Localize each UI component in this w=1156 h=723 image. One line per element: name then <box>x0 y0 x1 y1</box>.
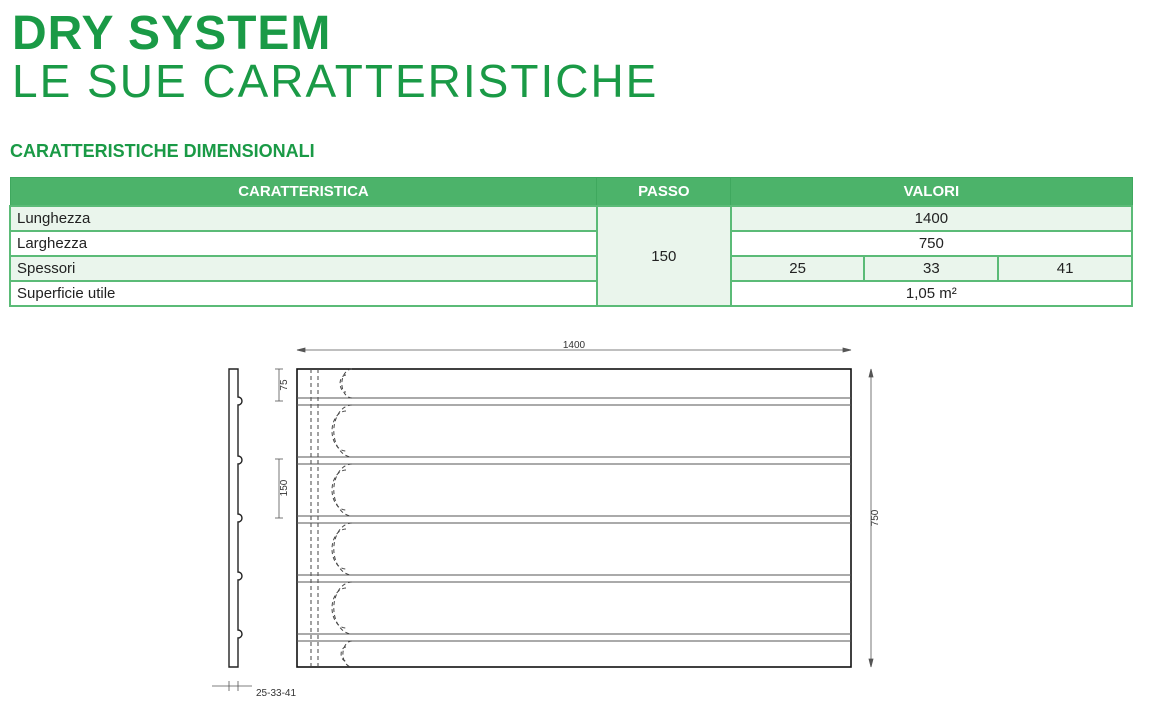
dimension-thickness <box>212 681 296 699</box>
value-spessore-2: 33 <box>864 256 998 281</box>
value-spessore-3: 41 <box>998 256 1132 281</box>
dimension-edge <box>275 369 290 401</box>
value-superficie: 1,05 m² <box>731 281 1132 306</box>
dim-length-label: 1400 <box>562 340 586 351</box>
dimension-width <box>869 369 881 667</box>
passo-value: 150 <box>597 206 731 306</box>
page-title: DRY SYSTEM <box>12 7 332 60</box>
row-label-lunghezza: Lunghezza <box>10 206 597 231</box>
section-title: CARATTERISTICHE DIMENSIONALI <box>10 141 315 161</box>
dim-step-label: 150 <box>279 479 290 497</box>
value-larghezza: 750 <box>731 231 1132 256</box>
row-label-larghezza: Larghezza <box>10 231 597 256</box>
dim-edge-label: 75 <box>279 379 290 391</box>
value-spessore-1: 25 <box>731 256 865 281</box>
header-caratteristica: CARATTERISTICA <box>10 178 597 207</box>
value-lunghezza: 1400 <box>731 206 1132 231</box>
dim-thickness-label: 25-33-41 <box>256 688 297 699</box>
side-profile <box>229 369 242 667</box>
header-valori: VALORI <box>731 178 1132 207</box>
dimension-step <box>275 459 290 518</box>
row-label-superficie: Superficie utile <box>10 281 597 306</box>
header-passo: PASSO <box>597 178 731 207</box>
page-subtitle: LE SUE CARATTERISTICHE <box>12 55 659 107</box>
dimension-length <box>297 340 851 352</box>
dim-width-label: 750 <box>870 509 881 527</box>
panel-outline <box>297 369 851 667</box>
row-label-spessori: Spessori <box>10 256 597 281</box>
